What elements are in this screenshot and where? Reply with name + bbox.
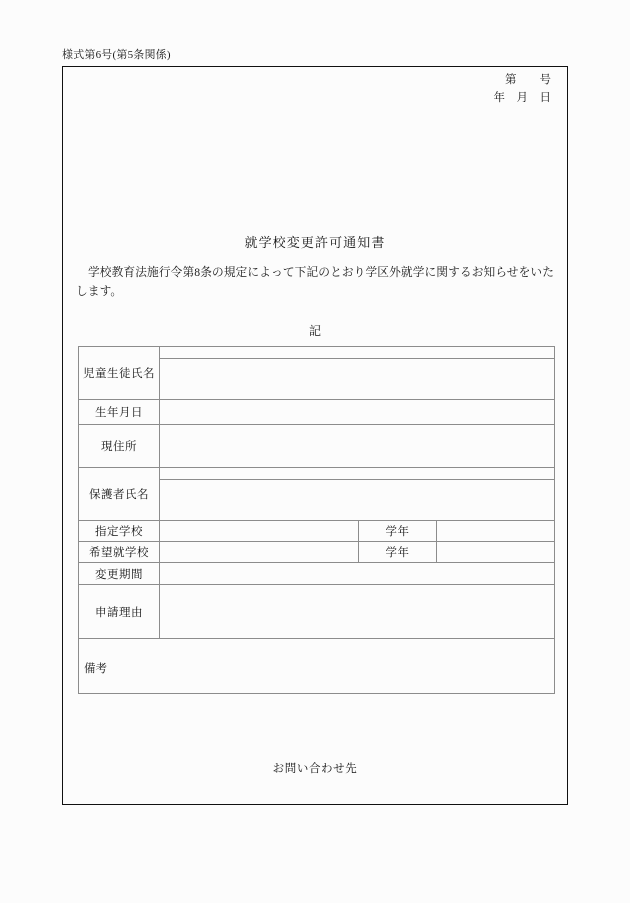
value-designated-school[interactable] <box>160 521 359 542</box>
value-student-name[interactable] <box>160 359 555 400</box>
table-row <box>79 400 555 425</box>
table-row <box>79 639 555 694</box>
table-row <box>79 468 555 480</box>
label-desired-school: 希望就学校 <box>79 542 160 563</box>
value-desired-school[interactable] <box>160 542 359 563</box>
ki-marker: 記 <box>308 324 321 338</box>
form-number-label: 様式第6号(第5条関係) <box>62 49 171 61</box>
note-cell[interactable] <box>79 639 555 694</box>
contact-label: お問い合わせ先 <box>272 763 358 775</box>
value-guardian-name[interactable] <box>160 480 555 521</box>
label-change-period: 変更期間 <box>79 563 160 585</box>
value-application-reason[interactable] <box>160 585 555 639</box>
value-guardian-name-furigana[interactable] <box>160 468 555 480</box>
value-change-period[interactable] <box>160 563 555 585</box>
document-title: 就学校変更許可通知書 <box>244 235 386 250</box>
label-desired-grade: 学年 <box>359 542 437 563</box>
table-row <box>79 425 555 468</box>
document-number-line: 第 号 <box>505 74 551 86</box>
value-address[interactable] <box>160 425 555 468</box>
value-student-name-furigana[interactable] <box>160 347 555 359</box>
application-details-table <box>78 346 555 694</box>
label-address: 現住所 <box>79 425 160 468</box>
label-note: 備考 <box>84 663 107 675</box>
document-meta-block <box>494 71 552 107</box>
value-designated-grade[interactable] <box>437 521 555 542</box>
value-birth-date[interactable] <box>160 400 555 425</box>
table-row <box>79 563 555 585</box>
page-frame <box>62 66 568 805</box>
document-body-text: 学校教育法施行令第8条の規定によって下記のとおり学区外就学に関するお知らせをいたします。 <box>76 266 554 298</box>
table-row <box>79 347 555 359</box>
document-date-line: 年 月 日 <box>493 92 551 104</box>
label-application-reason: 申請理由 <box>79 585 160 639</box>
label-guardian-name: 保護者氏名 <box>79 468 160 521</box>
value-desired-grade[interactable] <box>437 542 555 563</box>
label-designated-school: 指定学校 <box>79 521 160 542</box>
table-row <box>79 542 555 563</box>
label-student-name: 児童生徒氏名 <box>79 347 160 400</box>
table-row <box>79 521 555 542</box>
label-birth-date: 生年月日 <box>79 400 160 425</box>
table-row <box>79 585 555 639</box>
label-designated-grade: 学年 <box>359 521 437 542</box>
